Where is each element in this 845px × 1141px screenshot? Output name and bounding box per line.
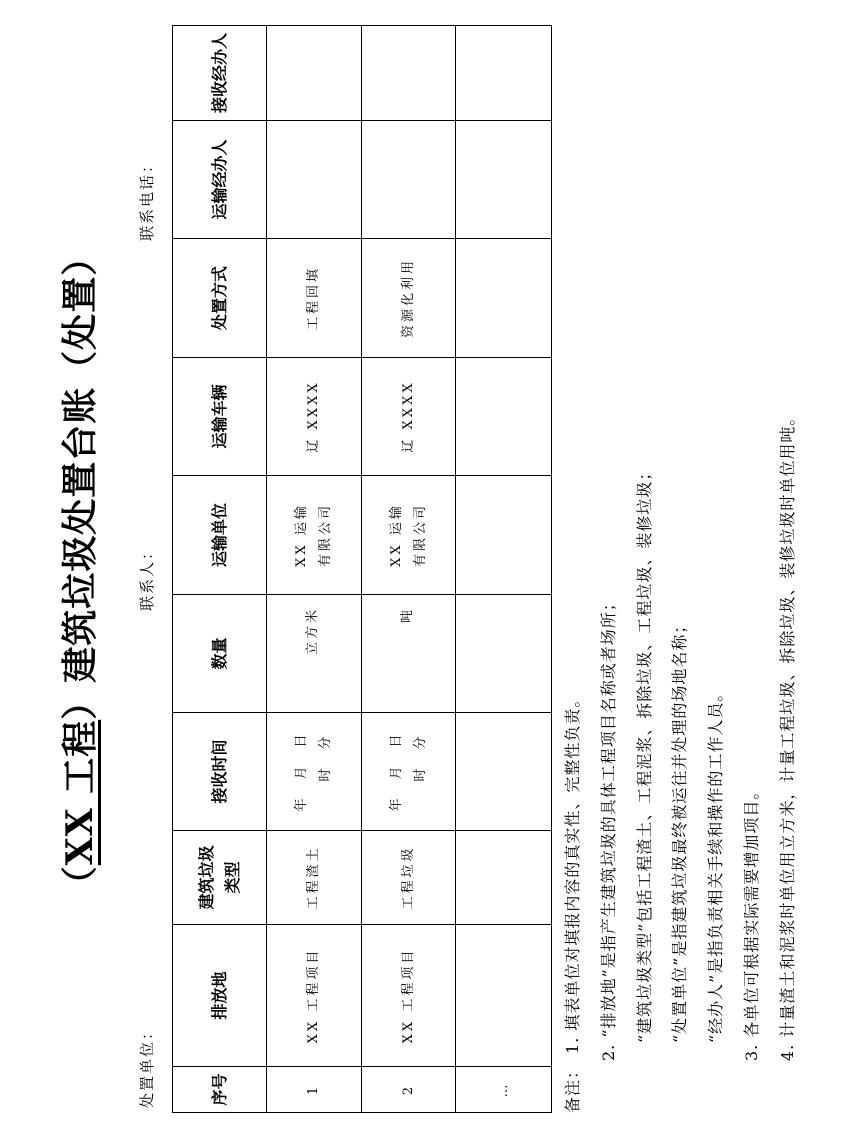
cell-transport-handler bbox=[267, 121, 362, 239]
note-item: “处置单位”是指建筑垃圾最终被运往并处理的场地名称； bbox=[670, 616, 690, 1043]
header-quantity: 数量 bbox=[173, 595, 267, 713]
cell-transport-handler bbox=[362, 121, 456, 239]
header-method: 处置方式 bbox=[173, 239, 267, 358]
header-type: 建筑垃圾 类型 bbox=[173, 831, 267, 925]
cell-time: 年 月 日 时 分 bbox=[267, 713, 362, 831]
disposal-ledger-table bbox=[172, 25, 552, 1113]
cell-no: … bbox=[456, 1067, 552, 1113]
cell-transport-unit bbox=[456, 476, 552, 595]
note-item: “经办人”是指负责相关手续和操作的工作人员。 bbox=[706, 684, 726, 1043]
header-site: 排放地 bbox=[173, 925, 267, 1067]
cell-vehicle bbox=[456, 358, 552, 476]
cell-quantity bbox=[267, 595, 362, 713]
cell-vehicle: 辽 XXXX bbox=[267, 358, 362, 476]
note-item: 2. “排放地”是指产生建筑垃圾的具体工程项目名称或者场所； bbox=[598, 594, 618, 1061]
contact-person-label: 联系人： bbox=[138, 542, 156, 611]
cell-transport-unit: XX 运输 有限公司 bbox=[267, 476, 362, 595]
header-transport-handler: 运输经办人 bbox=[173, 121, 267, 239]
disposal-unit-label: 处置单位： bbox=[138, 1022, 156, 1108]
cell-no: 2 bbox=[362, 1067, 456, 1113]
cell-quantity bbox=[456, 595, 552, 713]
cell-time: 年 月 日 时 分 bbox=[362, 713, 456, 831]
cell-transport-unit: XX 运输 有限公司 bbox=[362, 476, 456, 595]
header-transport-unit: 运输单位 bbox=[173, 476, 267, 595]
header-time: 接收时间 bbox=[173, 713, 267, 831]
table-row bbox=[362, 26, 456, 1113]
cell-type bbox=[456, 831, 552, 925]
cell-transport-handler bbox=[456, 121, 552, 239]
header-no: 序号 bbox=[173, 1067, 267, 1113]
note-item: “建筑垃圾类型”包括工程渣土、工程泥浆、拆除垃圾、工程垃圾、装修垃圾； bbox=[634, 463, 654, 1043]
cell-type: 工程渣土 bbox=[267, 831, 362, 925]
quantity-unit: 吨 bbox=[400, 607, 415, 624]
cell-method bbox=[456, 239, 552, 358]
cell-method: 工程回填 bbox=[267, 239, 362, 358]
cell-time bbox=[456, 713, 552, 831]
cell-site: XX 工程项目 bbox=[362, 925, 456, 1067]
cell-site: XX 工程项目 bbox=[267, 925, 362, 1067]
cell-method: 资源化利用 bbox=[362, 239, 456, 358]
quantity-unit: 立方米 bbox=[305, 607, 320, 656]
note-item: 3. 各单位可根据实际需要增加项目。 bbox=[741, 782, 761, 1061]
header-receive-handler: 接收经办人 bbox=[173, 26, 267, 121]
note-item: 备注：1. 填表单位对填报内容的真实性、完整性负责。 bbox=[563, 690, 582, 1113]
table-row bbox=[456, 26, 552, 1113]
notes-section bbox=[555, 409, 806, 1113]
header-vehicle: 运输车辆 bbox=[173, 358, 267, 476]
cell-receive-handler bbox=[456, 26, 552, 121]
cell-no: 1 bbox=[267, 1067, 362, 1113]
project-name-placeholder: XX 工程 bbox=[59, 719, 101, 866]
cell-receive-handler bbox=[362, 26, 456, 121]
note-item: 4. 计量渣土和泥浆时单位用立方米，计量工程垃圾、拆除垃圾、装修垃圾时单位用吨。 bbox=[777, 408, 797, 1061]
cell-quantity bbox=[362, 595, 456, 713]
table-row bbox=[267, 26, 362, 1113]
cell-type: 工程垃圾 bbox=[362, 831, 456, 925]
contact-phone-label: 联系电话： bbox=[138, 155, 156, 241]
cell-vehicle: 辽 XXXX bbox=[362, 358, 456, 476]
document-title: （XX 工程）建筑垃圾处置台账（处置） bbox=[59, 238, 101, 903]
notes-label: 备注： bbox=[563, 1061, 582, 1113]
table-header-row bbox=[173, 26, 267, 1113]
cell-site bbox=[456, 925, 552, 1067]
cell-receive-handler bbox=[267, 26, 362, 121]
